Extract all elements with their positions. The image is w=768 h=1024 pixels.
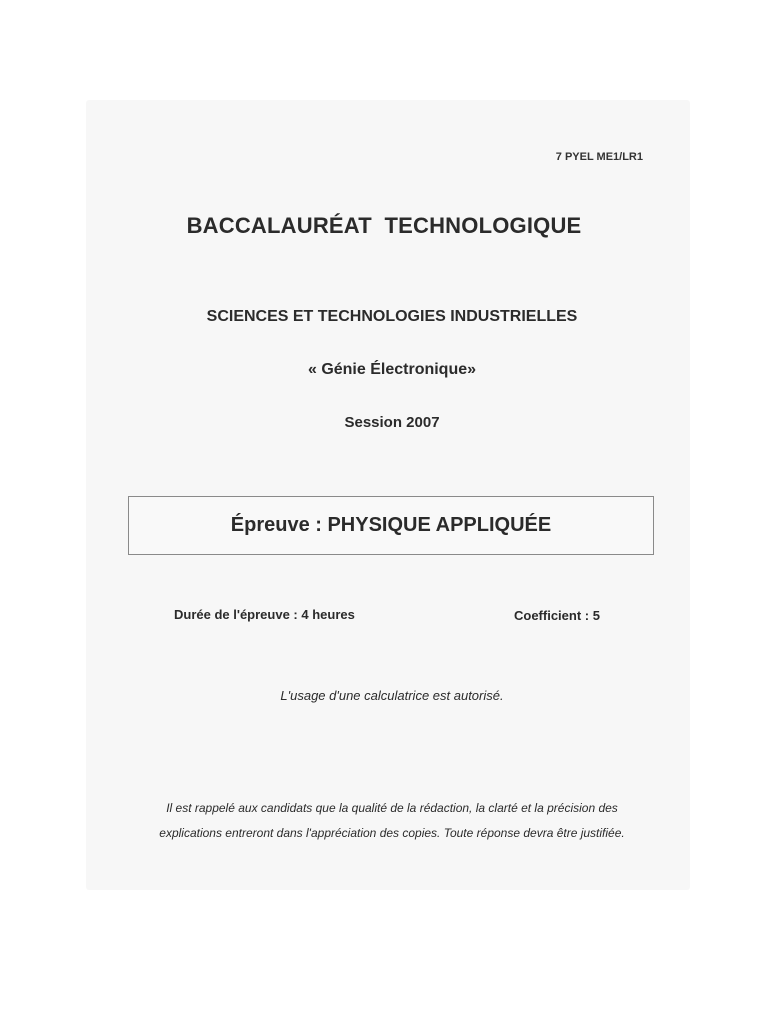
exam-duration: Durée de l'épreuve : 4 heures	[174, 607, 355, 622]
reminder-line-2: explications entreront dans l'appréciation des copies. Toute réponse devra être justifiée.	[159, 826, 625, 840]
speciality-title: « Génie Électronique»	[307, 361, 477, 378]
candidate-reminder	[110, 796, 674, 846]
session-label: Session 2007	[344, 414, 440, 431]
calculator-note: L'usage d'une calculatrice est autorisé.	[280, 688, 504, 703]
exam-title: Épreuve : PHYSIQUE APPLIQUÉE	[230, 514, 552, 536]
exam-coefficient: Coefficient : 5	[514, 608, 600, 623]
series-title: SCIENCES ET TECHNOLOGIES INDUSTRIELLES	[206, 308, 578, 325]
document-reference: 7 PYEL ME1/LR1	[555, 151, 643, 163]
reminder-line-1: Il est rappelé aux candidats que la qualité de la rédaction, la clarté et la précision des	[166, 801, 618, 815]
exam-title-box	[128, 496, 654, 555]
main-title: BACCALAURÉAT TECHNOLOGIQUE	[186, 213, 582, 238]
